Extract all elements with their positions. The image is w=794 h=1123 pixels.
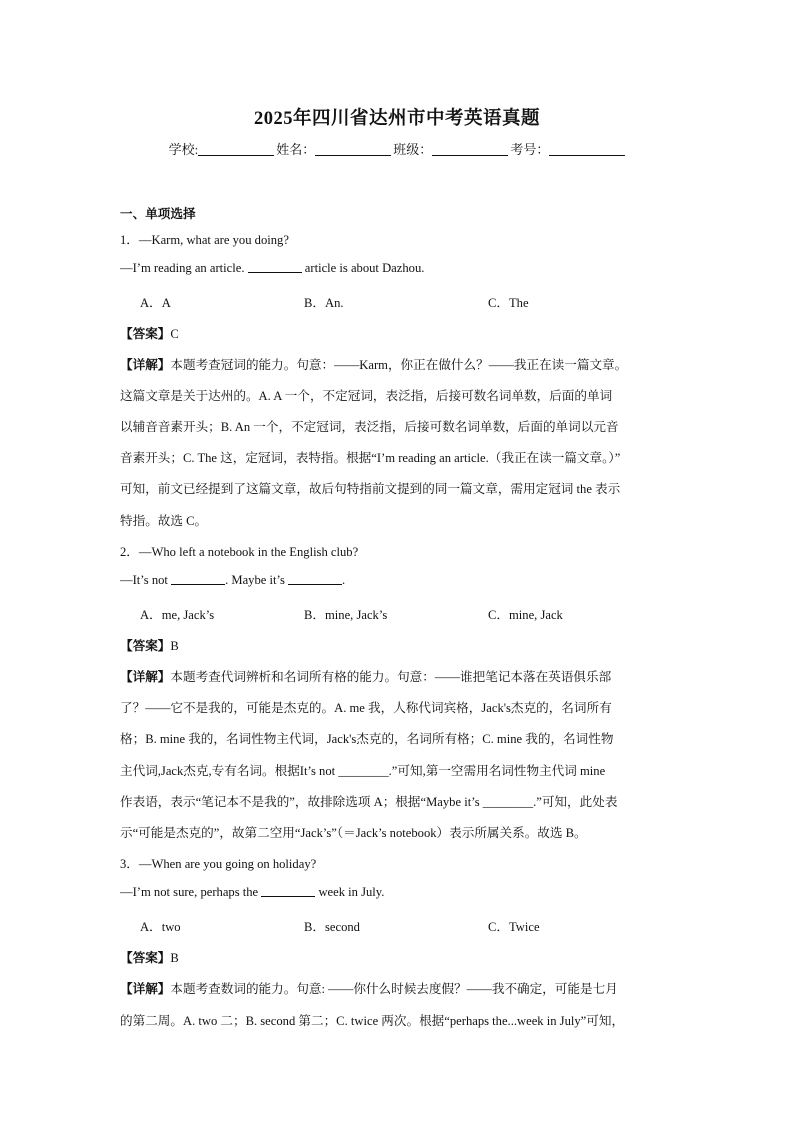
- q1-explain-line: 可知，前文已经提到了这篇文章，故后句特指前文提到的同一篇文章，需用定冠词 the 表示: [120, 482, 621, 496]
- q1-explain-line: [120, 354, 627, 373]
- name-blank[interactable]: [315, 143, 391, 156]
- q2-explain-line: [120, 666, 611, 685]
- q3-text-post: week in July.: [315, 885, 385, 899]
- class-blank[interactable]: [432, 143, 508, 156]
- q1-dialogue: [120, 261, 424, 276]
- page-title: 2025年四川省达州市中考英语真题: [253, 109, 540, 129]
- q3-option-c: C．Twice: [488, 920, 540, 934]
- q2-text-pre: —It’s not: [120, 573, 172, 587]
- q2-question: 2．—Who left a notebook in the English club?: [120, 545, 359, 559]
- q2-dialogue: [120, 573, 345, 588]
- q1-option-c: C．The: [488, 296, 529, 310]
- student-info-line: [0, 139, 794, 158]
- q1-explain-text: 本题考查冠词的能力。句意：——Karm，你正在做什么？——我正在读一篇文章。: [170, 358, 628, 372]
- q2-explain-line: 作表语，表示“笔记本不是我的”，故排除选项 A；根据“Maybe it’s ________.”可知，此处表: [120, 795, 618, 809]
- number-blank[interactable]: [549, 143, 625, 156]
- q1-question: 1．—Karm, what are you doing?: [120, 233, 289, 247]
- answer-tag: 【答案】: [120, 327, 171, 341]
- q2-option-c: C．mine, Jack: [488, 608, 563, 622]
- q1-text-pre: —I’m reading an article.: [120, 261, 248, 275]
- explain-tag: 【详解】: [120, 670, 171, 684]
- explain-tag: 【详解】: [120, 358, 171, 372]
- answer-tag: 【答案】: [120, 639, 171, 653]
- q3-answer: [120, 947, 179, 966]
- q2-explain-text: 本题考查代词辨析和名词所有格的能力。句意：——谁把笔记本落在英语俱乐部: [170, 670, 612, 684]
- number-label: 考号：: [510, 142, 550, 157]
- school-label: 学校:: [168, 142, 199, 157]
- q2-explain-line: 了？——它不是我的，可能是杰克的。A. me 我，人称代词宾格，Jack's杰克的，名词所有: [120, 701, 612, 715]
- q2-explain-line: 示“可能是杰克的”，故第二空用“Jack’s”（＝Jack’s notebook）表示所属关系。故选 B。: [120, 826, 587, 840]
- name-label: 姓名：: [276, 142, 316, 157]
- q1-blank: [248, 261, 302, 273]
- q3-option-b: B．second: [304, 920, 360, 934]
- q2-option-b: B．mine, Jack’s: [304, 608, 388, 622]
- q2-answer: [120, 635, 179, 654]
- q2-explain-line: 主代词,Jack杰克,专有名词。根据It’s not ________.”可知,第一空需用名词性物主代词 mine: [120, 764, 606, 778]
- q1-explain-line: 特指。故选 C。: [120, 514, 208, 528]
- q3-answer-value: B: [170, 951, 179, 965]
- q3-option-a: A．two: [140, 920, 181, 934]
- answer-tag: 【答案】: [120, 951, 171, 965]
- q3-blank: [261, 885, 315, 897]
- q3-explain-text: 本题考查数词的能力。句意: ——你什么时候去度假？——我不确定，可能是七月: [170, 982, 618, 996]
- q2-option-a: A．me, Jack’s: [140, 608, 215, 622]
- q2-blank-1: [171, 573, 225, 585]
- q1-explain-line: 这篇文章是关于达州的。A. A 一个，不定冠词，表泛指，后接可数名词单数，后面的单词: [120, 389, 613, 403]
- q1-option-b: B．An.: [304, 296, 344, 310]
- q1-explain-line: 以辅音音素开头；B. An 一个，不定冠词，表泛指，后接可数名词单数，后面的单词以元音: [120, 420, 619, 434]
- school-blank[interactable]: [198, 143, 274, 156]
- q2-answer-value: B: [170, 639, 179, 653]
- q1-answer-value: C: [170, 327, 179, 341]
- q1-option-a: A．A: [140, 296, 171, 310]
- q2-explain-line: 格；B. mine 我的，名词性物主代词，Jack's杰克的，名词所有格；C. mine 我的，名词性物: [120, 732, 614, 746]
- q2-blank-2: [288, 573, 342, 585]
- q3-text-pre: —I’m not sure, perhaps the: [120, 885, 262, 899]
- class-label: 班级：: [393, 142, 433, 157]
- q2-text-post: .: [342, 573, 346, 587]
- q3-explain-line: 的第二周。A. two 二；B. second 第二；C. twice 两次。根据“perhaps the...week in July”可知，: [120, 1014, 625, 1028]
- section-heading: 一、单项选择: [120, 207, 196, 221]
- q3-dialogue: [120, 885, 384, 900]
- q1-text-post: article is about Dazhou.: [301, 261, 425, 275]
- q1-explain-line: 音素开头；C. The 这，定冠词，表特指。根据“I’m reading an article.（我正在读一篇文章。）”: [120, 451, 621, 465]
- q3-question: 3．—When are you going on holiday?: [120, 857, 317, 871]
- q3-explain-line: [120, 978, 618, 997]
- explain-tag: 【详解】: [120, 982, 171, 996]
- q2-text-mid: . Maybe it’s: [225, 573, 289, 587]
- q1-answer: [120, 323, 179, 342]
